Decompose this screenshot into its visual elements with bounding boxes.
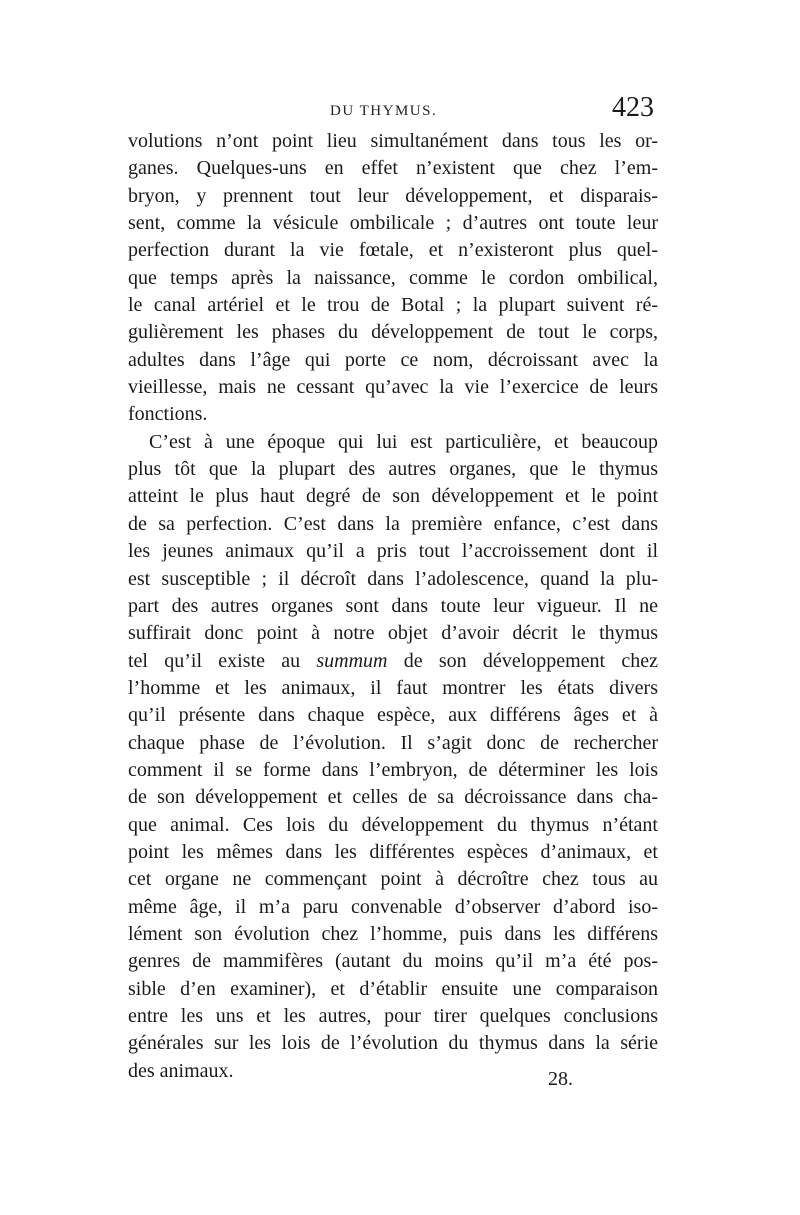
text-line: que temps après la naissance, comme le cordon ombilical,: [128, 266, 658, 289]
text-line: qu’il présente dans chaque espèce, aux différens âges et à: [128, 704, 658, 727]
text-line: le canal artériel et le trou de Botal ; la plupart suivent ré-: [128, 294, 658, 317]
text-line: gulièrement les phases du développement de tout le corps,: [128, 321, 658, 344]
text-line: C’est à une époque qui lui est particulière, et beaucoup: [149, 430, 658, 453]
signature-mark: 28.: [548, 1068, 573, 1090]
text-line: ganes. Quelques-uns en effet n’existent que chez l’em-: [128, 157, 658, 180]
text-line: vieillesse, mais ne cessant qu’avec la vie l’exercice de leurs: [128, 376, 658, 399]
text-line: sible d’en examiner), et d’établir ensuite une comparaison: [128, 977, 658, 1000]
text-line: tel qu’il existe au summum de son développement chez: [128, 649, 659, 672]
text-line: atteint le plus haut degré de son développement et le point: [128, 485, 658, 508]
text-line: de son développement et celles de sa décroissance dans cha-: [128, 786, 658, 809]
emphasis-summum: summum: [316, 649, 388, 672]
text-line: chaque phase de l’évolution. Il s’agit donc de rechercher: [128, 731, 658, 754]
text-line: que animal. Ces lois du développement du thymus n’étant: [128, 813, 658, 836]
running-title: DU THYMUS.: [330, 103, 438, 119]
text-line: même âge, il m’a paru convenable d’observer d’abord iso-: [128, 895, 658, 918]
text-line: des animaux.: [128, 1059, 234, 1082]
text-line: fonctions.: [128, 403, 208, 426]
text-line: l’homme et les animaux, il faut montrer les états divers: [128, 676, 658, 699]
text-line: point les mêmes dans les différentes espèces d’animaux, et: [128, 840, 658, 863]
text-line: volutions n’ont point lieu simultanément dans tous les or-: [128, 130, 658, 152]
text-line: générales sur les lois de l’évolution du thymus dans la série: [128, 1032, 658, 1055]
text-line: adultes dans l’âge qui porte ce nom, décroissant avec la: [128, 348, 658, 371]
text-line: entre les uns et les autres, pour tirer quelques conclusions: [128, 1005, 658, 1027]
text-line: sent, comme la vésicule ombilicale ; d’autres ont toute leur: [128, 212, 658, 235]
text-line: de sa perfection. C’est dans la première enfance, c’est dans: [128, 512, 658, 535]
text-line: part des autres organes sont dans toute leur vigueur. Il ne: [128, 594, 658, 617]
text-line: les jeunes animaux qu’il a pris tout l’accroissement dont il: [128, 540, 658, 563]
page-number: 423: [612, 92, 654, 123]
text-line: perfection durant la vie fœtale, et n’existeront plus quel-: [128, 239, 658, 262]
text-line: lément son évolution chez l’homme, puis dans les différens: [128, 922, 658, 945]
text-line: est susceptible ; il décroît dans l’adolescence, quand la plu-: [128, 567, 658, 590]
text-line: cet organe ne commençant point à décroître chez tous au: [128, 868, 658, 891]
text-line: suffirait donc point à notre objet d’avoir décrit le thymus: [128, 622, 658, 645]
body-text: [128, 128, 658, 1085]
text-line: plus tôt que la plupart des autres organes, que le thymus: [128, 458, 658, 481]
text-line: genres de mammifères (autant du moins qu’il m’a été pos-: [128, 950, 658, 973]
text-line: comment il se forme dans l’embryon, de déterminer les lois: [128, 758, 658, 781]
text-line: bryon, y prennent tout leur développement, et disparais-: [128, 184, 658, 207]
